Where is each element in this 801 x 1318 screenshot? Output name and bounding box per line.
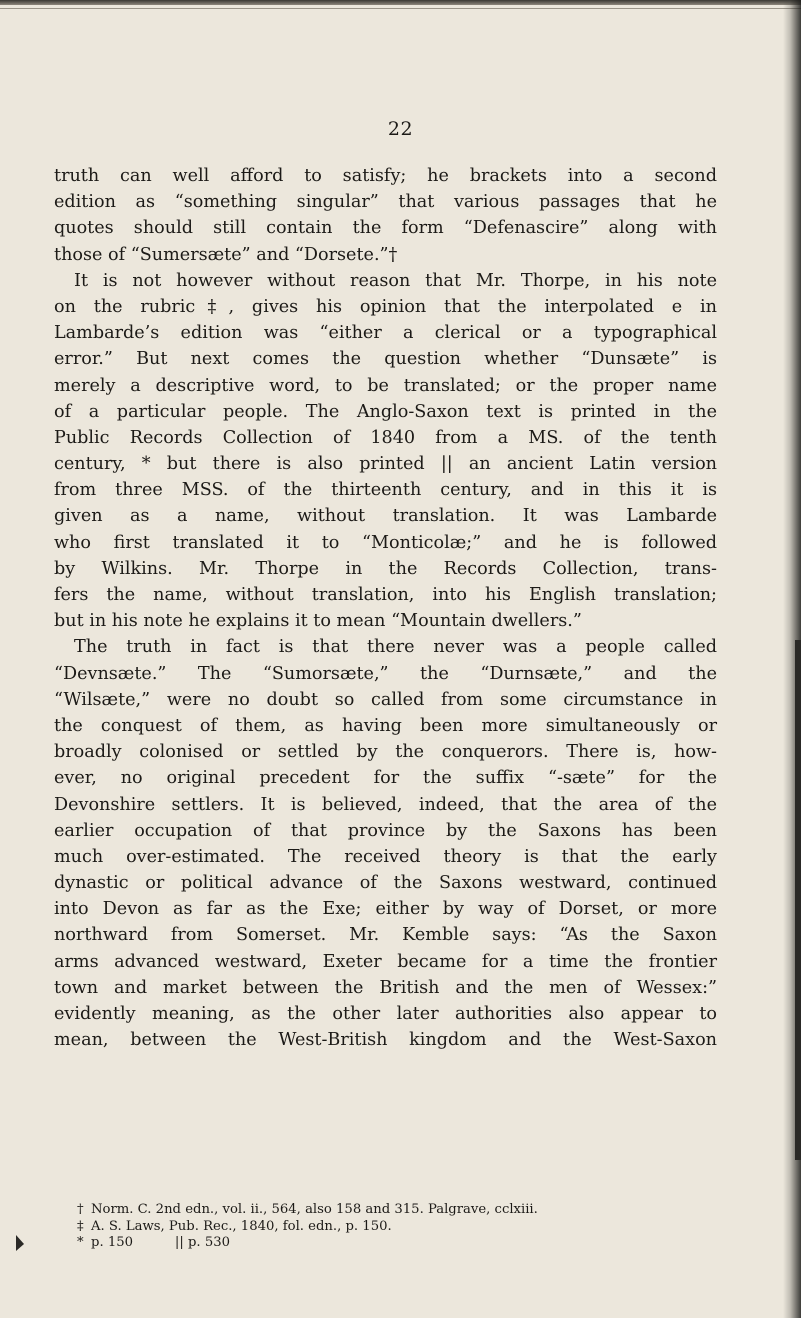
text-line: those of “Sumersæte” and “Dorsete.”† <box>54 244 398 265</box>
top-border-hairline <box>0 8 801 9</box>
text-line: but in his note he explains it to mean “Mountain dwellers.” <box>54 611 582 632</box>
text-line: error.” But next comes the question whether “Dunsæte” is <box>54 349 717 370</box>
footnote-marker: * <box>77 1235 84 1250</box>
footnotes <box>77 1202 717 1252</box>
text-line: town and market between the British and the men of Wessex:” <box>54 977 717 998</box>
footnote <box>77 1219 717 1236</box>
text-line: It is not however without reason that Mr. Thorpe, in his note <box>74 270 717 291</box>
margin-corner-mark-icon <box>14 1234 26 1252</box>
text-line: “Devnsæte.” The “Sumorsæte,” the “Durnsæte,” and the <box>54 663 717 684</box>
text-line: earlier occupation of that province by the Saxons has been <box>54 820 717 841</box>
text-line: edition as “something singular” that various passages that he <box>54 192 717 213</box>
text-line: arms advanced westward, Exeter became for a time the frontier <box>54 951 717 972</box>
page-number: 22 <box>387 118 414 140</box>
text-line: ever, no original precedent for the suffix “-sæte” for the <box>54 768 717 789</box>
text-line: “Wilsæte,” were no doubt so called from some circumstance in <box>54 689 717 710</box>
text-line: much over-estimated. The received theory is that the early <box>54 846 717 867</box>
footnote <box>77 1235 717 1252</box>
text-line: mean, between the West-British kingdom and the West-Saxon <box>54 1030 717 1051</box>
text-line: northward from Somerset. Mr. Kemble says: “As the Saxon <box>54 925 717 946</box>
text-line: Lambarde’s edition was “either a clerical or a typographical <box>54 323 717 344</box>
text-line: by Wilkins. Mr. Thorpe in the Records Collection, trans- <box>54 558 717 579</box>
text-line: merely a descriptive word, to be translated; or the proper name <box>54 375 717 396</box>
text-line: who first translated it to “Monticolæ;” and he is followed <box>54 532 717 553</box>
body-text <box>54 163 717 1053</box>
page-edge-binding <box>795 640 801 1160</box>
text-line: century, * but there is also printed || an ancient Latin version <box>54 454 717 475</box>
text-line: into Devon as far as the Exe; either by way of Dorset, or more <box>54 899 717 920</box>
text-line: of a particular people. The Anglo-Saxon text is printed in the <box>54 401 717 422</box>
footnote-marker: † <box>77 1202 84 1217</box>
text-line: given as a name, without translation. It was Lambarde <box>54 506 717 527</box>
text-line: fers the name, without translation, into his English translation; <box>54 585 717 605</box>
footnote-text: p. 150 || p. 530 <box>91 1235 230 1250</box>
text-line: broadly colonised or settled by the conquerors. There is, how- <box>54 742 717 763</box>
text-line: on the rubric‡, gives his opinion that the interpolated e in <box>54 296 717 317</box>
footnote-marker: ‡ <box>77 1218 84 1234</box>
text-line: evidently meaning, as the other later authorities also appear to <box>54 1004 717 1024</box>
footnote-text: A. S. Laws, Pub. Rec., 1840, fol. edn., p. 150. <box>91 1218 392 1234</box>
text-line: truth can well afford to satisfy; he brackets into a second <box>54 166 717 186</box>
footnote <box>77 1202 717 1219</box>
text-line: Devonshire settlers. It is believed, indeed, that the area of the <box>54 794 717 815</box>
text-line: from three MSS. of the thirteenth century, and in this it is <box>54 480 717 501</box>
top-border-rule <box>0 0 801 5</box>
text-line: Public Records Collection of 1840 from a MS. of the tenth <box>54 427 717 448</box>
text-line: dynastic or political advance of the Saxons westward, continued <box>54 873 717 894</box>
footnote-text: Norm. C. 2nd edn., vol. ii., 564, also 158 and 315. Palgrave, cclxiii. <box>91 1202 538 1217</box>
text-line: The truth in fact is that there never was a people called <box>74 637 717 658</box>
text-line: the conquest of them, as having been more simultaneously or <box>54 715 717 736</box>
text-line: quotes should still contain the form “Defenascire” along with <box>54 218 717 239</box>
